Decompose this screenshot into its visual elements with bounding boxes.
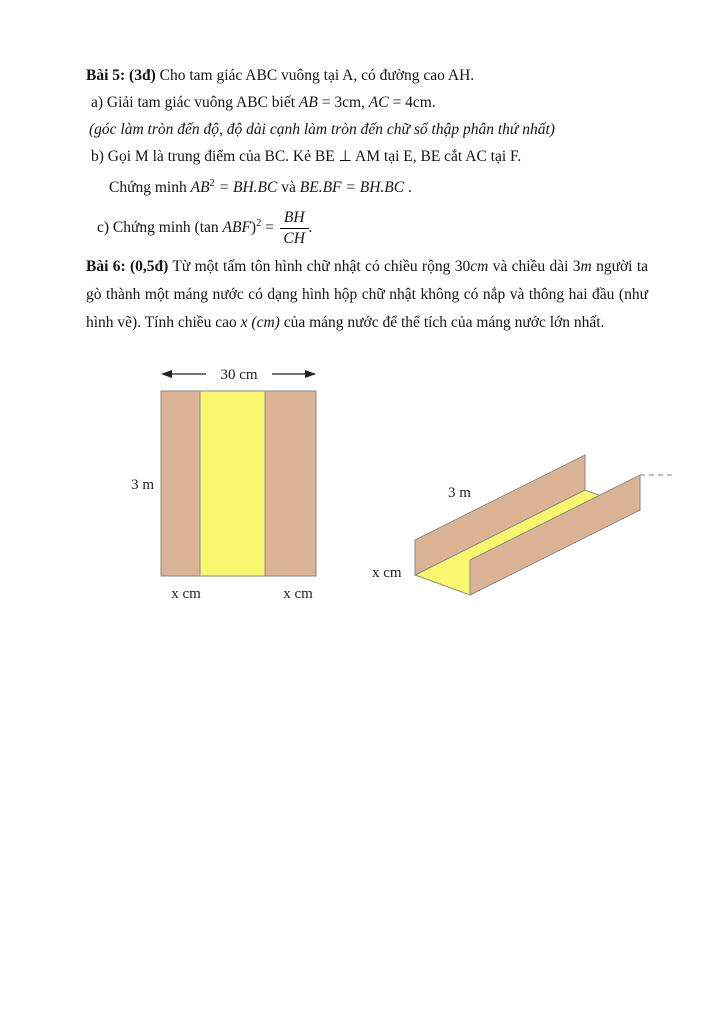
math-ab: AB xyxy=(190,179,210,197)
problem5-intro: Cho tam giác ABC vuông tại A, có đường cao AH. xyxy=(155,67,475,84)
problem6-paragraph xyxy=(86,253,648,337)
claim-pre: Chứng minh xyxy=(109,179,191,197)
math-sup-2: 2 xyxy=(209,178,215,189)
problem6-seg1: Từ một tấm tôn hình chữ nhật có chiều rộng xyxy=(168,258,455,276)
problem5-rounding-note: (góc làm tròn đến độ, độ dài cạnh làm tròn đến chữ số thập phân thứ nhất) xyxy=(89,121,555,138)
math-tan-open: (tan xyxy=(194,219,223,237)
problem6-seg2: và chiều dài xyxy=(488,258,573,276)
gutter-figure xyxy=(370,447,675,607)
math-bh-bc: = BH.BC xyxy=(214,179,278,197)
flat-sheet-figure xyxy=(126,359,326,607)
fraction-numerator: BH xyxy=(280,209,309,229)
math-cm: cm xyxy=(470,258,489,276)
math-be-bf: BE.BF = BH.BC xyxy=(299,179,405,197)
length-label: 3 m xyxy=(131,477,154,494)
math-close-paren: ) xyxy=(250,219,257,237)
math-eq-3cm: = 3cm xyxy=(317,94,362,111)
math-abf: ABF xyxy=(222,219,251,237)
sheet-left-strip xyxy=(161,391,200,576)
gutter-svg xyxy=(370,447,675,607)
x-left-label: x cm xyxy=(171,586,201,603)
gutter-height-label: x cm xyxy=(372,565,402,582)
x-right-label: x cm xyxy=(283,586,313,603)
math-sup-2b: 2 xyxy=(256,218,262,230)
math-m: m xyxy=(580,258,592,276)
math-var-ac: AC xyxy=(368,94,389,111)
math-x-cm: x (cm) xyxy=(240,314,280,332)
problem6-seg3: người ta gò thành một máng nước có dạng hình hộp chữ nhật không có nắp và thông hai đầu (như hình vẽ). Tính chiều cao xyxy=(86,258,649,332)
math-var-ab: AB xyxy=(298,94,318,111)
sheet-center-strip xyxy=(200,391,265,576)
math-eq-4cm: = 4cm xyxy=(388,94,432,111)
math-3: 3 xyxy=(572,258,581,276)
math-equals: = xyxy=(261,219,278,237)
part-c-pre: c) Chứng minh xyxy=(97,219,195,237)
problem6-label: Bài 6: (0,5đ) xyxy=(86,258,169,276)
arrowhead-left-icon xyxy=(161,370,172,378)
part-c-end: . xyxy=(308,219,313,237)
problem5-claim xyxy=(86,170,655,201)
claim-and: và xyxy=(277,179,300,197)
problem5-heading xyxy=(86,62,655,89)
gutter-length-label: 3 m xyxy=(448,485,471,502)
flat-sheet-svg xyxy=(126,359,326,607)
problem5-label: Bài 5: (3đ) xyxy=(86,67,156,84)
math-30: 30 xyxy=(454,258,471,276)
arrowhead-right-icon xyxy=(305,370,316,378)
sheet-right-strip xyxy=(265,391,316,576)
part-a-sep: , xyxy=(361,94,369,111)
part-a-text: a) Giải tam giác vuông ABC biết xyxy=(91,94,299,111)
problem5-part-b: b) Gọi M là trung điểm của BC. Kẻ BE ⊥ AM tại E, BE cắt AC tại F. xyxy=(91,148,522,165)
claim-end: . xyxy=(404,179,412,197)
fraction-denominator: CH xyxy=(283,230,305,248)
problem5-part-a xyxy=(86,89,655,116)
figures-row xyxy=(86,359,655,607)
fraction-bh-ch xyxy=(280,209,309,248)
problem6-seg4: của máng nước để thể tích của máng nước lớn nhất. xyxy=(279,314,605,332)
part-a-end: . xyxy=(431,94,436,111)
problem5-part-c xyxy=(86,201,655,251)
width-dimension-label: 30 cm xyxy=(220,367,258,384)
